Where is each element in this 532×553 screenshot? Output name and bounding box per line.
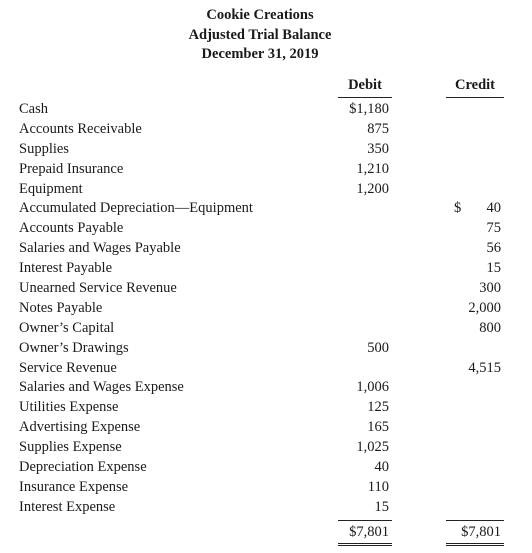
- account-name: Accumulated Depreciation—Equipment: [19, 200, 253, 217]
- table-row: [0, 180, 532, 200]
- table-row: [0, 140, 532, 160]
- account-name: Utilities Expense: [19, 399, 119, 416]
- account-name: Service Revenue: [19, 359, 117, 376]
- table-row: [0, 458, 532, 478]
- table-row: [0, 359, 532, 379]
- debit-header-label: Debit: [348, 77, 382, 93]
- credit-total-double-underline: [446, 543, 504, 546]
- debit-amount: 1,210: [356, 160, 389, 177]
- table-row: [0, 398, 532, 418]
- account-name: Notes Payable: [19, 299, 103, 316]
- account-name: Advertising Expense: [19, 419, 141, 436]
- table-row: [0, 120, 532, 140]
- statement-date: December 31, 2019: [201, 46, 319, 62]
- credit-header-label: Credit: [454, 77, 495, 93]
- account-name: Accounts Payable: [19, 220, 124, 237]
- debit-header-underline: [338, 97, 392, 98]
- account-name: Interest Payable: [19, 260, 113, 277]
- debit-amount: 1,200: [356, 180, 389, 197]
- table-row: [0, 498, 532, 518]
- credit-amount: 15: [486, 260, 501, 277]
- account-name: Unearned Service Revenue: [19, 280, 177, 297]
- company-name: Cookie Creations: [206, 7, 314, 23]
- account-name: Owner’s Capital: [19, 319, 115, 336]
- debit-amount: 165: [367, 419, 389, 436]
- account-name: Prepaid Insurance: [19, 160, 124, 177]
- debit-amount: $1,180: [349, 101, 389, 117]
- account-name: Insurance Expense: [19, 478, 129, 495]
- table-row: [0, 259, 532, 279]
- debit-amount: 40: [374, 459, 389, 476]
- account-name: Accounts Receivable: [19, 120, 142, 137]
- debit-amount: 350: [367, 140, 389, 157]
- totals-row: [0, 522, 532, 542]
- trial-balance-rows: [0, 100, 532, 518]
- debit-amount: 875: [367, 120, 389, 137]
- credit-column-header: [446, 76, 504, 98]
- table-row: [0, 219, 532, 239]
- credit-dollar-sign: $: [454, 200, 462, 217]
- account-name: Owner’s Drawings: [19, 339, 129, 356]
- debit-amount: 15: [374, 498, 389, 515]
- debit-amount: 500: [367, 339, 389, 356]
- table-row: [0, 339, 532, 359]
- table-row: [0, 299, 532, 319]
- account-name: Cash: [19, 101, 48, 117]
- table-row: [0, 478, 532, 498]
- account-name: Depreciation Expense: [19, 459, 147, 476]
- debit-total: $7,801: [349, 524, 389, 540]
- credit-amount: 2,000: [468, 299, 501, 316]
- table-row: [0, 160, 532, 180]
- account-name: Salaries and Wages Expense: [19, 379, 184, 396]
- credit-header-underline: [446, 97, 504, 98]
- debit-amount: 1,006: [356, 379, 389, 396]
- table-row: [0, 418, 532, 438]
- debit-column-header: [338, 76, 392, 98]
- table-row: [0, 100, 532, 120]
- table-row: [0, 378, 532, 398]
- account-name: Supplies Expense: [19, 439, 122, 456]
- statement-title: Adjusted Trial Balance: [188, 27, 332, 43]
- account-name: Equipment: [19, 180, 83, 197]
- debit-total-rule: [338, 520, 392, 521]
- credit-amount: 800: [479, 319, 501, 336]
- debit-total-double-underline: [338, 543, 392, 546]
- table-row: [0, 199, 532, 219]
- table-row: [0, 239, 532, 259]
- account-name: Salaries and Wages Payable: [19, 240, 181, 257]
- credit-total: $7,801: [461, 524, 501, 540]
- debit-amount: 110: [367, 478, 389, 495]
- credit-amount: 300: [479, 280, 501, 297]
- table-row: [0, 319, 532, 339]
- table-row: [0, 279, 532, 299]
- debit-amount: 125: [367, 399, 389, 416]
- credit-amount: 40: [486, 200, 501, 217]
- debit-amount: 1,025: [356, 439, 389, 456]
- credit-amount: 56: [486, 240, 501, 257]
- account-name: Supplies: [19, 140, 69, 157]
- table-row: [0, 438, 532, 458]
- credit-amount: 4,515: [468, 359, 501, 376]
- credit-total-rule: [446, 520, 504, 521]
- credit-amount: 75: [486, 220, 501, 237]
- account-name: Interest Expense: [19, 498, 116, 515]
